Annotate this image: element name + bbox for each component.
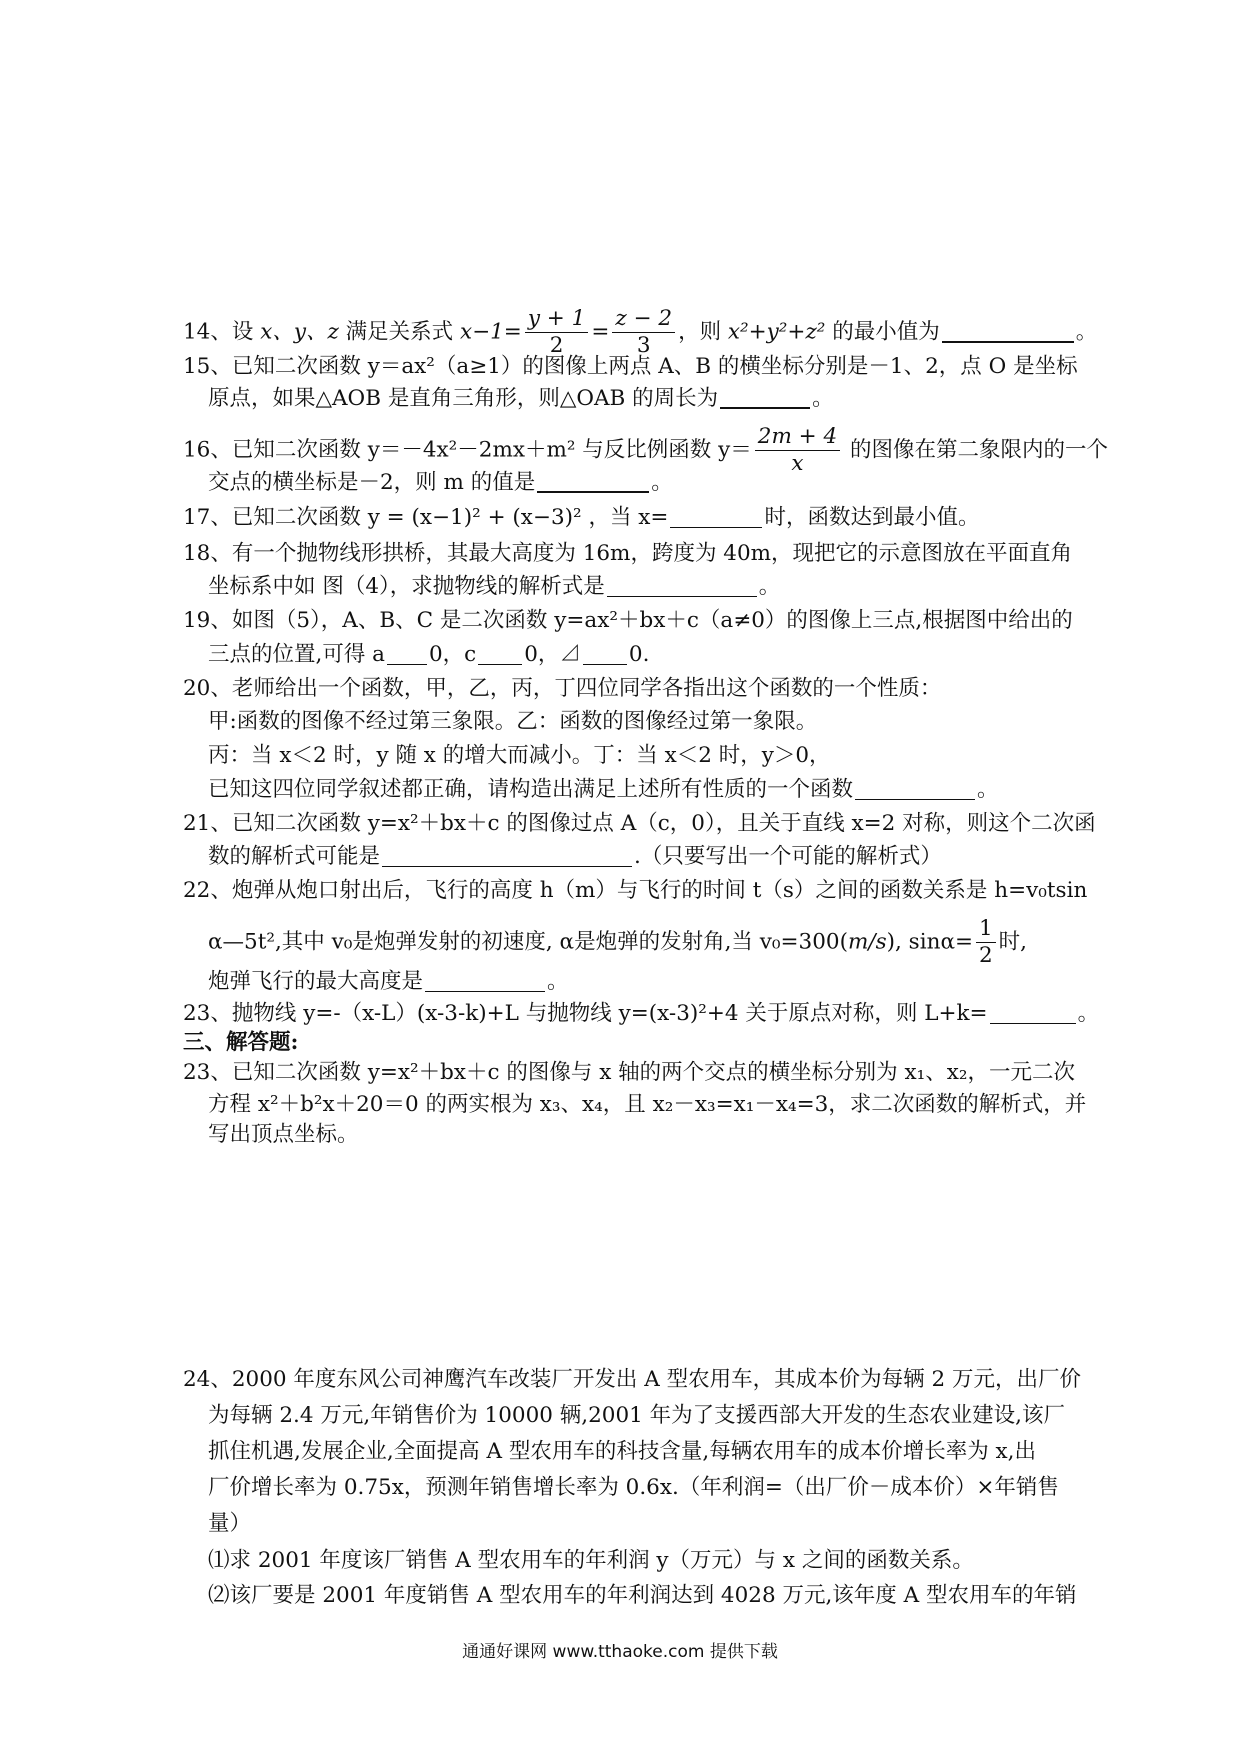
question-18-line-1: 18、有一个抛物线形拱桥，其最大高度为 16m，跨度为 40m，现把它的示意图放在平面直角 <box>183 541 1073 566</box>
answer-blank[interactable] <box>990 1003 1076 1024</box>
question-18-line-2: 坐标系中如 图（4），求抛物线的解析式是 。 <box>208 574 781 599</box>
question-23-fill: 23、抛物线 y=-（x-L）(x-3-k)+L 与抛物线 y=(x-3)²+4 关于原点对称，则 L+k= 。 <box>183 1001 1100 1026</box>
question-24-line-1: 24、2000 年度东风公司神鹰汽车改装厂开发出 A 型农用车，其成本价为每辆 2 万元，出厂价 <box>183 1367 1081 1392</box>
answer-blank[interactable] <box>537 471 649 493</box>
answer-blank-a[interactable] <box>387 644 427 665</box>
question-24-line-3: 抓住机遇,发展企业,全面提高 A 型农用车的科技含量,每辆农用车的成本价增长率为 x,出 <box>208 1439 1036 1464</box>
question-16-line-2: 交点的横坐标是－2，则 m 的值是 。 <box>208 470 673 495</box>
question-19-line-2: 三点的位置,可得 a 0，c 0，⊿ 0. <box>208 642 650 667</box>
answer-blank[interactable] <box>855 779 975 800</box>
question-16-line-1: 16、已知二次函数 y＝－4x²－2mx＋m² 与反比例函数 y＝ $\frac{2m + 4}{x}$ 的图像在第二象限内的一个 <box>183 424 1109 476</box>
question-22-line-1: 22、炮弹从炮口射出后，飞行的高度 h（m）与飞行的时间 t（s）之间的函数关系是 h=v₀tsin <box>183 878 1088 903</box>
question-24-line-7: ⑵该厂要是 2001 年度销售 A 型农用车的年利润达到 4028 万元,该年度 A 型农用车的年销 <box>208 1583 1077 1608</box>
question-20-line-3: 丙：当 x＜2 时，y 随 x 的增大而减小。丁：当 x＜2 时，y＞0， <box>208 743 831 768</box>
question-23-line-3: 写出顶点坐标。 <box>208 1122 359 1147</box>
question-19-line-1: 19、如图（5），A、B、C 是二次函数 y=ax²＋bx＋c（a≠0）的图像上三点,根据图中给出的 <box>183 608 1073 633</box>
question-15-line-2: 原点，如果△AOB 是直角三角形，则△OAB 的周长为 。 <box>208 386 834 411</box>
fraction-half: $\frac{1}{2}$ <box>976 916 996 969</box>
answer-blank-delta[interactable] <box>583 644 627 665</box>
question-23-line-1: 23、已知二次函数 y=x²＋bx＋c 的图像与 x 轴的两个交点的横坐标分别为 x₁、x₂，一元二次 <box>183 1060 1075 1085</box>
section-heading: 三、解答题: <box>183 1030 299 1055</box>
question-21-line-2: 数的解析式可能是 .（只要写出一个可能的解析式） <box>208 844 942 869</box>
question-22-line-2: α—5t²,其中 v₀是炮弹发射的初速度, α是炮弹的发射角,当 v₀=300(m/s), sinα= $\frac{1}{2}$ 时, <box>208 916 1028 968</box>
question-23-line-2: 方程 x²＋b²x＋20＝0 的两实根为 x₃、x₄，且 x₂－x₃=x₁－x₄=3，求二次函数的解析式，并 <box>208 1092 1087 1117</box>
question-20-line-2: 甲:函数的图像不经过第三象限。乙：函数的图像经过第一象限。 <box>208 709 818 734</box>
question-20-line-4: 已知这四位同学叙述都正确，请构造出满足上述所有性质的一个函数 。 <box>208 777 999 802</box>
question-17: 17、已知二次函数 y = (x−1)² + (x−3)² ，当 x= 时，函数达到最小值。 <box>183 505 980 530</box>
page-footer: 通通好课网 www.tthaoke.com 提供下载 <box>462 1642 778 1662</box>
answer-blank[interactable] <box>942 321 1074 343</box>
fraction-2m4-x: $\frac{2m + 4}{x}$ <box>755 424 840 477</box>
question-21-line-1: 21、已知二次函数 y=x²＋bx＋c 的图像过点 A（c，0），且关于直线 x=2 对称，则这个二次函 <box>183 811 1096 836</box>
answer-blank[interactable] <box>382 846 632 867</box>
question-22-line-3: 炮弹飞行的最大高度是 。 <box>208 969 569 994</box>
question-24-line-5: 量） <box>208 1511 252 1536</box>
answer-blank[interactable] <box>720 387 810 409</box>
answer-blank[interactable] <box>607 576 757 597</box>
answer-blank[interactable] <box>425 971 545 992</box>
answer-blank[interactable] <box>670 507 762 528</box>
answer-blank-c[interactable] <box>478 644 522 665</box>
fraction-y: $\frac{y + 1}{2}$ <box>525 306 589 359</box>
question-15-line-1: 15、已知二次函数 y＝ax²（a≥1）的图像上两点 A、B 的横坐标分别是－1、2，点 O 是坐标 <box>183 354 1078 379</box>
question-24-line-4: 厂价增长率为 0.75x，预测年销售增长率为 0.6x.（年利润=（出厂价－成本价）×年销售 <box>208 1475 1059 1500</box>
question-24-line-6: ⑴求 2001 年度该厂销售 A 型农用车的年利润 y（万元）与 x 之间的函数关系。 <box>208 1548 974 1573</box>
question-24-line-2: 为每辆 2.4 万元,年销售价为 10000 辆,2001 年为了支援西部大开发的生态农业建设,该厂 <box>208 1403 1065 1428</box>
fraction-z: $\frac{z - 2}{3}$ <box>612 306 675 359</box>
question-20-line-1: 20、老师给出一个函数，甲，乙，丙，丁四位同学各指出这个函数的一个性质： <box>183 676 942 701</box>
question-14: 14、设 x、y、z 满足关系式 x−1= $\frac{y + 1}{2}$ = $\frac{z - 2}{3}$ ，则 x²+y²+z² 的最小值为 。 <box>183 306 1098 358</box>
